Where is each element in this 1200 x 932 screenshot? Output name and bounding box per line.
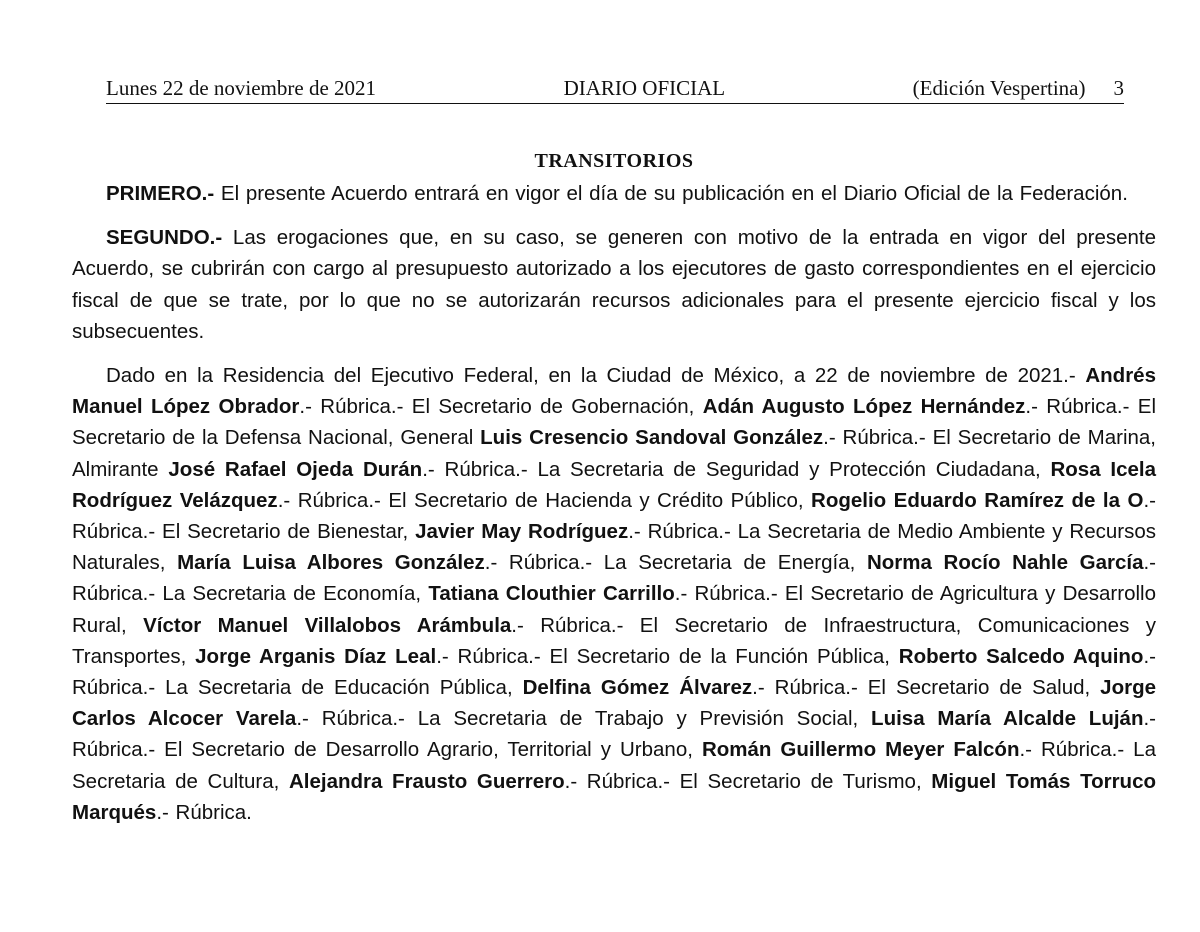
signatory-name: Miguel Tomás Torruco Marqués [72, 769, 1156, 824]
signatory-name: Norma Rocío Nahle García [866, 551, 1144, 575]
signatory-name: Adán Augusto López Hernández [702, 395, 1026, 419]
signatory-name: Luis Cresencio Sandoval González [480, 426, 824, 450]
closing-text: .- Rúbrica.- El Secretario de Desarrollo Agrario, Territorial y Urbano, [72, 707, 1156, 762]
closing-text: .- Rúbrica.- El Secretario de Hacienda y Crédito Público, [277, 488, 812, 512]
closing-text: .- Rúbrica.- La Secretaria de Seguridad y Protección Ciudadana, [422, 457, 1051, 481]
closing-text: .- Rúbrica.- La Secretaria de Energía, [484, 551, 867, 575]
closing-paragraph [72, 360, 1156, 828]
section-title: TRANSITORIOS [534, 150, 694, 172]
signatory-name: Rosa Icela Rodríguez Velázquez [72, 457, 1156, 512]
signatory-name: María Luisa Albores González [177, 551, 485, 575]
closing-text: Dado en la Residencia del Ejecutivo Federal, en la Ciudad de México, a 22 de noviembre de 2021.- [106, 364, 1086, 388]
signatory-name: Jorge Carlos Alcocer Varela [72, 676, 1156, 731]
signatory-name: Víctor Manuel Villalobos Arámbula [143, 613, 512, 637]
header-edition: (Edición Vespertina) [912, 76, 1086, 100]
signatory-name: Rogelio Eduardo Ramírez de la O [811, 488, 1144, 512]
closing-text: .- Rúbrica.- El Secretario de Salud, [752, 676, 1101, 700]
article-segundo [72, 222, 1156, 347]
article-text: El presente Acuerdo entrará en vigor el día de su publicación en el Diario Oficial de la Federación. [214, 182, 1128, 205]
header-publication: DIARIO OFICIAL [563, 76, 726, 100]
closing-text: .- Rúbrica.- El Secretario de la Defensa Nacional, General [72, 395, 1156, 450]
page-header [106, 74, 1124, 104]
signatory-name: Luisa María Alcalde Luján [871, 707, 1144, 731]
closing-text: .- Rúbrica.- La Secretaria de Economía, [72, 551, 1156, 606]
signatory-name: José Rafael Ojeda Durán [168, 457, 423, 481]
closing-text: .- Rúbrica.- El Secretario de Infraestructura, Comunicaciones y Transportes, [72, 613, 1156, 668]
closing-text: .- Rúbrica.- El Secretario de Marina, Almirante [72, 426, 1156, 481]
signatory-name: Andrés Manuel López Obrador [72, 364, 1156, 419]
article-label: PRIMERO.- [106, 182, 215, 205]
header-date: Lunes 22 de noviembre de 2021 [106, 76, 377, 100]
closing-text: .- Rúbrica.- El Secretario de Agricultura y Desarrollo Rural, [72, 582, 1156, 637]
signatory-name: Alejandra Frausto Guerrero [288, 769, 565, 793]
page-number: 3 [1113, 76, 1124, 100]
closing-text: .- Rúbrica.- La Secretaria de Educación Pública, [72, 644, 1156, 700]
article-label: SEGUNDO.- [106, 226, 223, 250]
closing-text: .- Rúbrica.- La Secretaria de Trabajo y Previsión Social, [296, 707, 872, 731]
closing-text: .- Rúbrica.- La Secretaria de Cultura, [72, 738, 1156, 793]
closing-text: .- Rúbrica.- El Secretario de la Función Pública, [436, 644, 899, 668]
article-text: Las erogaciones que, en su caso, se generen con motivo de la entrada en vigor del presente Acuerdo, se cubrirán con cargo al presupuesto autorizado a los ejecutores de gasto correspondientes en el ejercicio fiscal de que se trate, por lo que no se autorizarán recursos adicionales para el presente ejercicio fiscal y los subsecuentes. [72, 226, 1156, 343]
signatory-name: Javier May Rodríguez [415, 520, 629, 544]
closing-text: .- Rúbrica.- El Secretario de Gobernación, [299, 395, 703, 419]
signatory-name: Roberto Salcedo Aquino [898, 644, 1144, 668]
signatory-name: Tatiana Clouthier Carrillo [428, 582, 675, 606]
closing-text: .- Rúbrica. [156, 800, 252, 824]
closing-text: .- Rúbrica.- La Secretaria de Medio Ambiente y Recursos Naturales, [72, 520, 1156, 575]
article-primero [72, 178, 1156, 209]
header-right [913, 74, 1124, 102]
signatory-name: Jorge Arganis Díaz Leal [195, 644, 437, 668]
signatory-name: Román Guillermo Meyer Falcón [701, 738, 1020, 762]
document-body [72, 146, 1156, 841]
closing-text: .- Rúbrica.- El Secretario de Turismo, [564, 769, 932, 793]
signatory-name: Delfina Gómez Álvarez [522, 676, 753, 700]
closing-text: .- Rúbrica.- El Secretario de Bienestar, [72, 488, 1156, 544]
